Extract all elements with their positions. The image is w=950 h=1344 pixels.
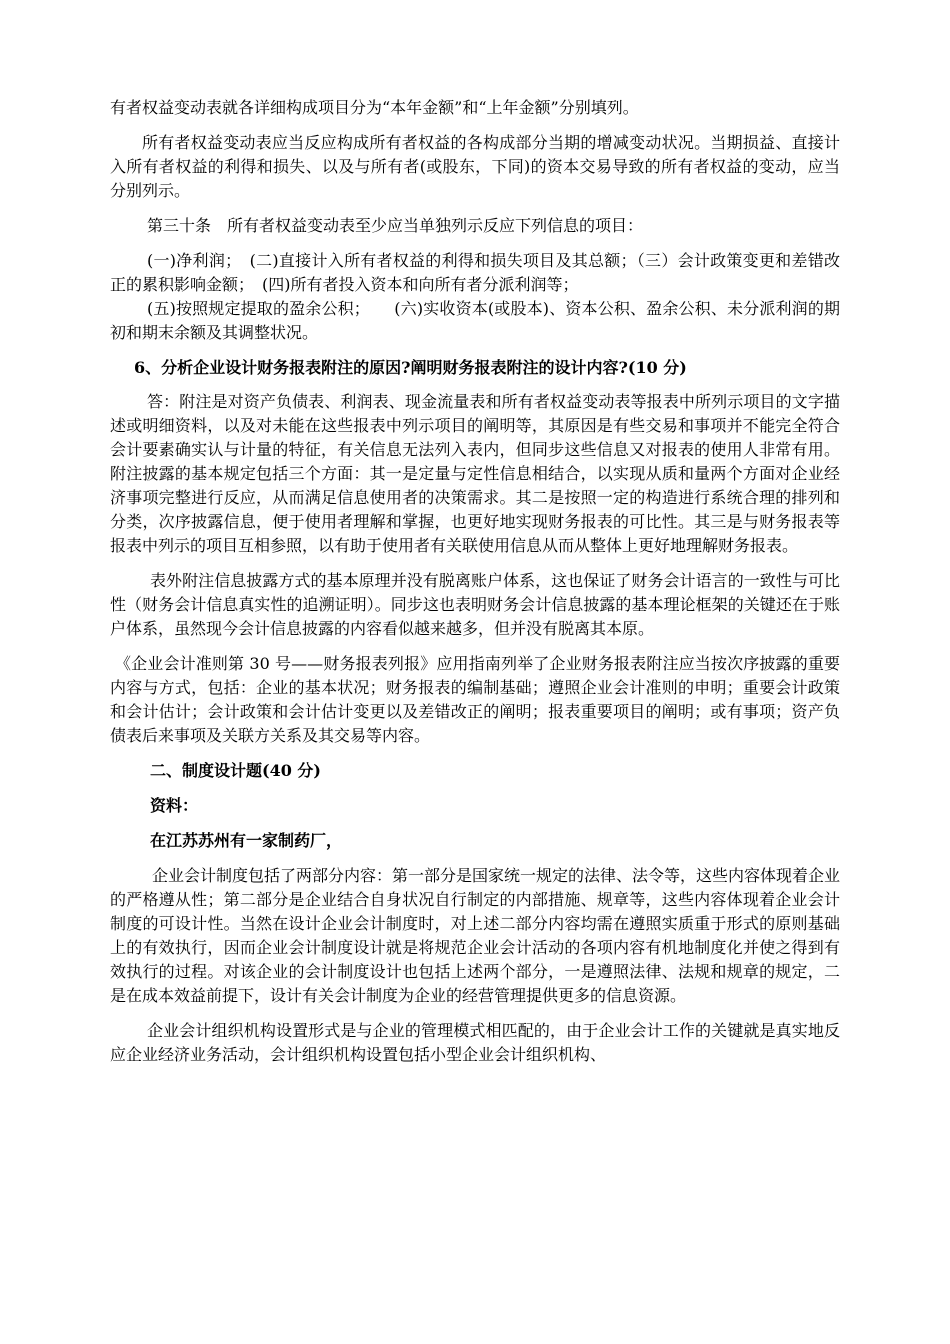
- document-page: [110, 96, 840, 1067]
- paragraph-off-balance-disclosure: 表外附注信息披露方式的基本原理并没有脱离账户体系，这也保证了财务会计语言的一致性与可比性（财务会计信息真实性的追溯证明）。同步这也表明财务会计信息披露的基本理论框架的关键还在于账户体系，虽然现今会计信息披露的内容看似越来越多，但并没有脱离其本原。: [110, 571, 840, 638]
- paragraph-equity-columns: 有者权益变动表就各详细构成项目分为“本年金额”和“上年金额”分别填列。: [110, 98, 639, 117]
- paragraph-equity-changes: 所有者权益变动表应当反应构成所有者权益的各构成部分当期的增减变动状况。当期损益、直接计入所有者权益的利得和损失、以及与所有者(或股东，下同)的资本交易导致的所有者权益的变动，应当分别列示。: [110, 133, 840, 200]
- section-2-heading: 二、制度设计题(40 分): [150, 761, 321, 780]
- materials-label: 资料：: [150, 796, 199, 815]
- question-6-heading: 6、分析企业设计财务报表附注的原因?阐明财务报表附注的设计内容?(10 分): [134, 358, 687, 377]
- paragraph-accounting-system: 企业会计制度包括了两部分内容：第一部分是国家统一规定的法律、法令等，这些内容体现着企业的严格遵从性；第二部分是企业结合自身状况自行制定的内部措施、规章等，这些内容体现着企业会计制度的可设计性。当然在设计企业会计制度时，对上述二部分内容均需在遵照实质重于形式的原则基础上的有效执行，因而企业会计制度设计就是将规范企业会计活动的各项内容有机地制度化并使之得到有效执行的过程。对该企业的会计制度设计也包括上述两个部分，一是遵照法律、法规和规章的规定，二是在成本效益前提下，设计有关会计制度为企业的经营管理提供更多的信息资源。: [110, 866, 841, 1005]
- paragraph-standard-30: 《企业会计准则第 30 号——财务报表列报》应用指南列举了企业财务报表附注应当按次序披露的重要内容与方式，包括：企业的基本状况；财务报表的编制基础；遵照企业会计准则的申明；重要会计政策和会计估计；会计政策和会计估计变更以及差错改正的阐明；报表重要项目的阐明；或有事项；资产负债表后来事项及关联方关系及其交易等内容。: [110, 654, 840, 745]
- paragraph-organization-structure: 企业会计组织机构设置形式是与企业的管理模式相匹配的，由于企业会计工作的关键就是真实地反应企业经济业务活动，会计组织机构设置包括小型企业会计组织机构、: [110, 1021, 840, 1064]
- paragraph-items-1-4: (一)净利润； (二)直接计入所有者权益的利得和损失项目及其总额；（三）会计政策变更和差错改正的累积影响金额； (四)所有者投入资本和向所有者分派利润等；: [110, 251, 840, 294]
- paragraph-answer-notes: 答：附注是对资产负债表、利润表、现金流量表和所有者权益变动表等报表中所列示项目的文字描述或明细资料，以及对未能在这些报表中列示项目的阐明等，其原因是有些交易和事项并不能完全符合会计要素确实认与计量的特征，有关信息无法列入表内，但同步这些信息又对报表的使用人非常有用。附注披露的基本规定包括三个方面：其一是定量与定性信息相结合，以实现从质和量两个方面对企业经济事项完整进行反应，从而满足信息使用者的决策需求。其二是按照一定的构造进行系统合理的排列和分类，次序披露信息，便于使用者理解和掌握，也更好地实现财务报表的可比性。其三是与财务报表等报表中列示的项目互相参照，以有助于使用者有关联使用信息从而从整体上更好地理解财务报表。: [110, 392, 840, 555]
- paragraph-article-30: 第三十条 所有者权益变动表至少应当单独列示反应下列信息的项目：: [147, 216, 644, 235]
- paragraph-items-5-6: (五)按照规定提取的盈余公积； (六)实收资本(或股本)、资本公积、盈余公积、未分派利润的期初和期末余额及其调整状况。: [110, 299, 840, 342]
- case-intro: 在江苏苏州有一家制药厂，: [150, 831, 343, 850]
